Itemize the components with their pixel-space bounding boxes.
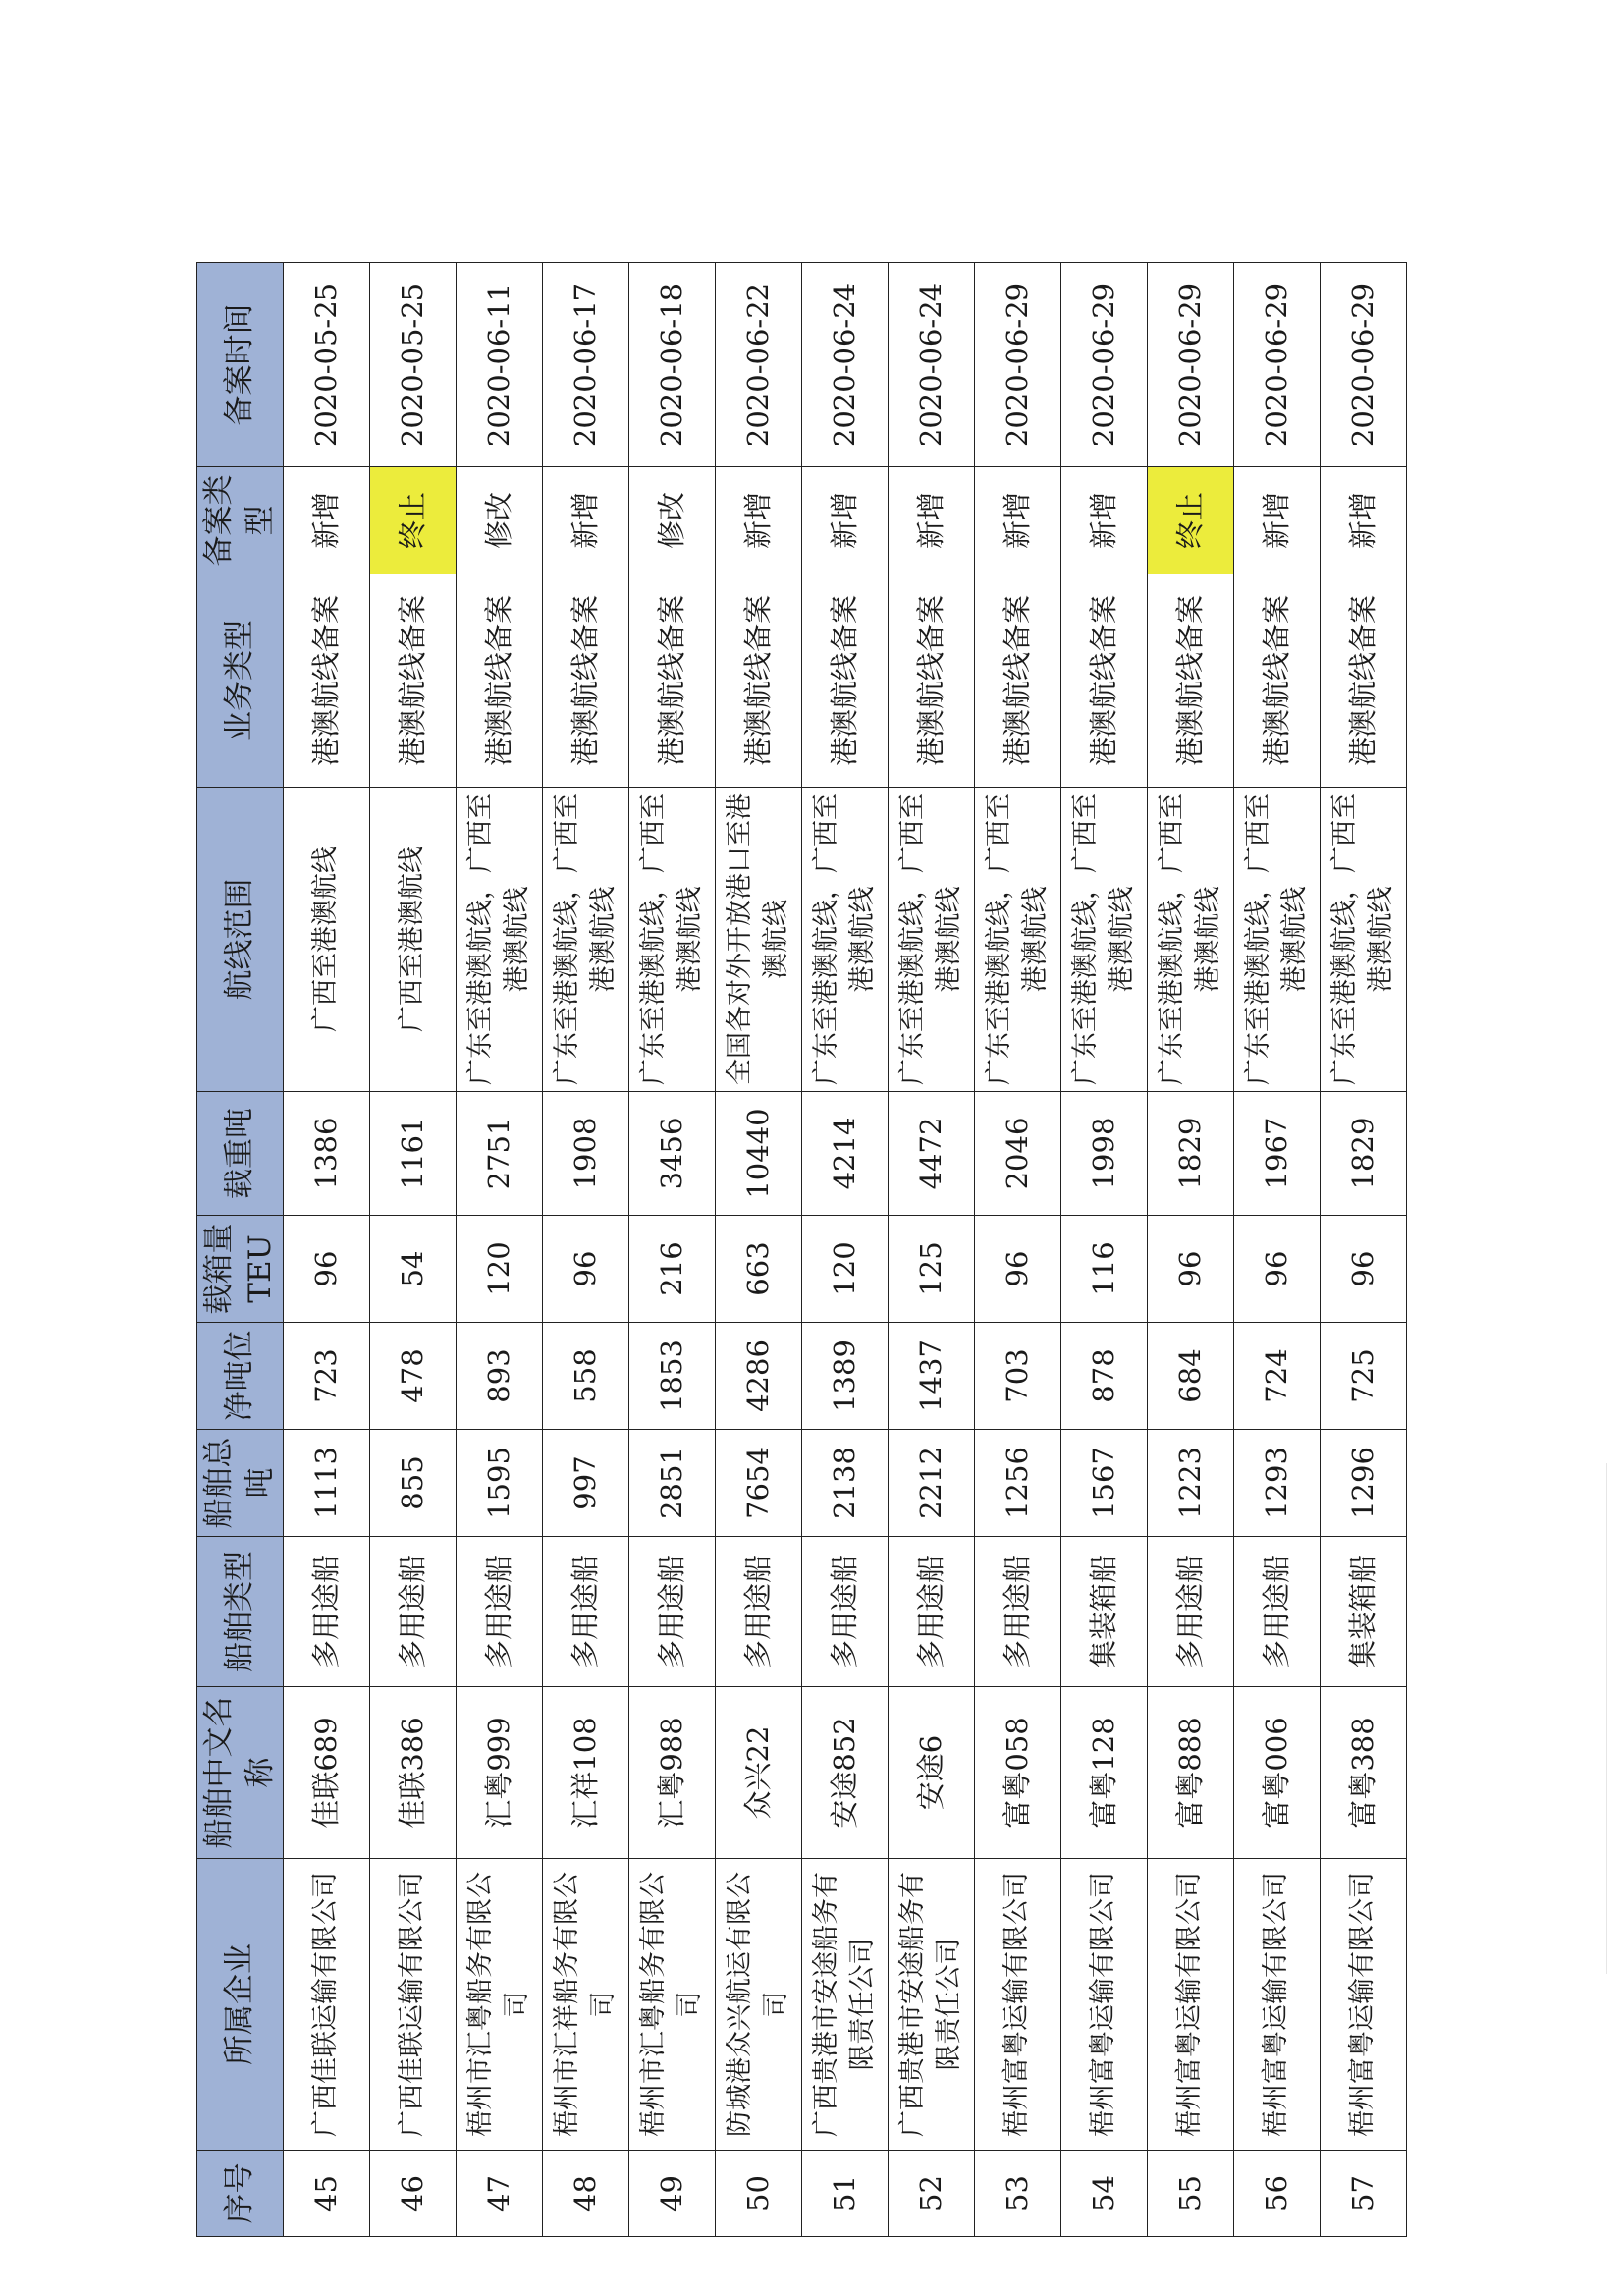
cell-route: 全国各对外开放港口至港澳航线 <box>716 788 802 1092</box>
cell-gross-tonnage: 997 <box>543 1430 629 1537</box>
cell-gross-tonnage: 2212 <box>889 1430 975 1537</box>
cell-net-tonnage: 4286 <box>716 1323 802 1430</box>
cell-seq: 51 <box>802 2151 889 2237</box>
cell-route: 广东至港澳航线，广西至港澳航线 <box>629 788 716 1092</box>
cell-gross-tonnage: 2851 <box>629 1430 716 1537</box>
cell-filing-date: 2020-06-11 <box>457 263 543 467</box>
cell-filing-date: 2020-06-29 <box>1234 263 1321 467</box>
cell-route: 广东至港澳航线，广西至港澳航线 <box>802 788 889 1092</box>
cell-seq: 48 <box>543 2151 629 2237</box>
cell-seq: 54 <box>1061 2151 1148 2237</box>
cell-teu: 663 <box>716 1216 802 1323</box>
cell-dwt: 4472 <box>889 1092 975 1216</box>
cell-filing-date: 2020-06-24 <box>802 263 889 467</box>
cell-seq: 47 <box>457 2151 543 2237</box>
col-header-net-tonnage: 净吨位 <box>197 1323 284 1430</box>
table-row <box>1148 263 1234 2237</box>
cell-net-tonnage: 684 <box>1148 1323 1234 1430</box>
cell-dwt: 2046 <box>975 1092 1061 1216</box>
table-row <box>629 263 716 2237</box>
cell-company: 梧州富粤运输有限公司 <box>1234 1859 1321 2151</box>
cell-ship-name: 富粤128 <box>1061 1687 1148 1859</box>
cell-business-type: 港澳航线备案 <box>889 574 975 788</box>
col-header-company: 所属企业 <box>197 1859 284 2151</box>
cell-filing-date: 2020-06-17 <box>543 263 629 467</box>
cell-business-type: 港澳航线备案 <box>975 574 1061 788</box>
cell-business-type: 港澳航线备案 <box>370 574 457 788</box>
cell-seq: 45 <box>284 2151 370 2237</box>
cell-seq: 53 <box>975 2151 1061 2237</box>
cell-filing-type: 修改 <box>457 467 543 574</box>
cell-filing-date: 2020-06-29 <box>975 263 1061 467</box>
table-row <box>370 263 457 2237</box>
col-header-ship-type: 船舶类型 <box>197 1537 284 1687</box>
cell-ship-name: 安途6 <box>889 1687 975 1859</box>
cell-teu: 120 <box>802 1216 889 1323</box>
cell-ship-name: 佳联386 <box>370 1687 457 1859</box>
cell-company: 梧州富粤运输有限公司 <box>1321 1859 1407 2151</box>
cell-filing-date: 2020-06-29 <box>1321 263 1407 467</box>
cell-dwt: 1386 <box>284 1092 370 1216</box>
cell-gross-tonnage: 7654 <box>716 1430 802 1537</box>
cell-business-type: 港澳航线备案 <box>1148 574 1234 788</box>
col-header-filing-date: 备案时间 <box>197 263 284 467</box>
cell-route: 广东至港澳航线，广西至港澳航线 <box>543 788 629 1092</box>
cell-ship-type: 多用途船 <box>543 1537 629 1687</box>
cell-company: 广西贵港市安途船务有限责任公司 <box>889 1859 975 2151</box>
cell-company: 梧州富粤运输有限公司 <box>975 1859 1061 2151</box>
cell-filing-type: 修改 <box>629 467 716 574</box>
cell-dwt: 1967 <box>1234 1092 1321 1216</box>
cell-filing-type: 新增 <box>1234 467 1321 574</box>
cell-gross-tonnage: 1296 <box>1321 1430 1407 1537</box>
cell-filing-type: 终止 <box>370 467 457 574</box>
table-row <box>1321 263 1407 2237</box>
cell-route: 广东至港澳航线，广西至港澳航线 <box>457 788 543 1092</box>
cell-ship-type: 多用途船 <box>370 1537 457 1687</box>
cell-teu: 96 <box>543 1216 629 1323</box>
cell-ship-type: 多用途船 <box>457 1537 543 1687</box>
cell-ship-type: 集装箱船 <box>1321 1537 1407 1687</box>
cell-teu: 96 <box>284 1216 370 1323</box>
cell-ship-type: 集装箱船 <box>1061 1537 1148 1687</box>
cell-route: 广东至港澳航线，广西至港澳航线 <box>975 788 1061 1092</box>
cell-net-tonnage: 1389 <box>802 1323 889 1430</box>
cell-filing-type: 新增 <box>1321 467 1407 574</box>
cell-company: 梧州富粤运输有限公司 <box>1148 1859 1234 2151</box>
cell-company: 梧州市汇祥船务有限公司 <box>543 1859 629 2151</box>
table-row <box>457 263 543 2237</box>
cell-filing-date: 2020-06-22 <box>716 263 802 467</box>
cell-filing-date: 2020-06-18 <box>629 263 716 467</box>
cell-net-tonnage: 703 <box>975 1323 1061 1430</box>
cell-teu: 54 <box>370 1216 457 1323</box>
cell-seq: 56 <box>1234 2151 1321 2237</box>
cell-ship-name: 富粤058 <box>975 1687 1061 1859</box>
cell-business-type: 港澳航线备案 <box>802 574 889 788</box>
cell-net-tonnage: 723 <box>284 1323 370 1430</box>
cell-business-type: 港澳航线备案 <box>1234 574 1321 788</box>
cell-net-tonnage: 558 <box>543 1323 629 1430</box>
cell-ship-name: 安途852 <box>802 1687 889 1859</box>
cell-ship-type: 多用途船 <box>284 1537 370 1687</box>
cell-net-tonnage: 878 <box>1061 1323 1148 1430</box>
cell-seq: 50 <box>716 2151 802 2237</box>
cell-business-type: 港澳航线备案 <box>284 574 370 788</box>
cell-ship-type: 多用途船 <box>889 1537 975 1687</box>
col-header-business-type: 业务类型 <box>197 574 284 788</box>
cell-ship-type: 多用途船 <box>802 1537 889 1687</box>
cell-dwt: 1161 <box>370 1092 457 1216</box>
rotated-table-container <box>196 263 1406 2237</box>
cell-company: 梧州市汇粤船务有限公司 <box>629 1859 716 2151</box>
cell-teu: 96 <box>975 1216 1061 1323</box>
cell-route: 广西至港澳航线 <box>370 788 457 1092</box>
table-row <box>1061 263 1148 2237</box>
cell-route: 广东至港澳航线，广西至港澳航线 <box>1321 788 1407 1092</box>
col-header-ship-name: 船舶中文名称 <box>197 1687 284 1859</box>
cell-route: 广东至港澳航线，广西至港澳航线 <box>1061 788 1148 1092</box>
cell-business-type: 港澳航线备案 <box>543 574 629 788</box>
table-row <box>284 263 370 2237</box>
cell-company: 防城港众兴航运有限公司 <box>716 1859 802 2151</box>
cell-ship-name: 汇祥108 <box>543 1687 629 1859</box>
col-header-filing-type: 备案类型 <box>197 467 284 574</box>
cell-dwt: 10440 <box>716 1092 802 1216</box>
cell-business-type: 港澳航线备案 <box>716 574 802 788</box>
cell-teu: 216 <box>629 1216 716 1323</box>
cell-business-type: 港澳航线备案 <box>457 574 543 788</box>
cell-filing-date: 2020-05-25 <box>370 263 457 467</box>
cell-filing-type: 新增 <box>975 467 1061 574</box>
cell-gross-tonnage: 1256 <box>975 1430 1061 1537</box>
cell-seq: 55 <box>1148 2151 1234 2237</box>
table-row <box>1234 263 1321 2237</box>
cell-ship-name: 佳联689 <box>284 1687 370 1859</box>
cell-ship-type: 多用途船 <box>1148 1537 1234 1687</box>
cell-dwt: 4214 <box>802 1092 889 1216</box>
cell-seq: 46 <box>370 2151 457 2237</box>
cell-net-tonnage: 1437 <box>889 1323 975 1430</box>
cell-net-tonnage: 1853 <box>629 1323 716 1430</box>
cell-dwt: 2751 <box>457 1092 543 1216</box>
cell-teu: 120 <box>457 1216 543 1323</box>
cell-filing-type: 新增 <box>889 467 975 574</box>
cell-gross-tonnage: 1113 <box>284 1430 370 1537</box>
cell-ship-name: 汇粤999 <box>457 1687 543 1859</box>
cell-ship-name: 富粤388 <box>1321 1687 1407 1859</box>
col-header-route: 航线范围 <box>197 788 284 1092</box>
cell-company: 广西贵港市安途船务有限责任公司 <box>802 1859 889 2151</box>
col-header-gross-tonnage: 船舶总吨 <box>197 1430 284 1537</box>
cell-net-tonnage: 478 <box>370 1323 457 1430</box>
cell-filing-type: 新增 <box>716 467 802 574</box>
cell-filing-date: 2020-05-25 <box>284 263 370 467</box>
cell-gross-tonnage: 1293 <box>1234 1430 1321 1537</box>
scan-artifact-line <box>1606 1463 1607 1974</box>
table-row <box>543 263 629 2237</box>
table-row <box>889 263 975 2237</box>
cell-filing-type: 新增 <box>1061 467 1148 574</box>
cell-business-type: 港澳航线备案 <box>1321 574 1407 788</box>
cell-dwt: 3456 <box>629 1092 716 1216</box>
cell-gross-tonnage: 2138 <box>802 1430 889 1537</box>
cell-gross-tonnage: 1223 <box>1148 1430 1234 1537</box>
cell-net-tonnage: 724 <box>1234 1323 1321 1430</box>
table-row <box>975 263 1061 2237</box>
cell-route: 广东至港澳航线，广西至港澳航线 <box>1234 788 1321 1092</box>
cell-gross-tonnage: 1567 <box>1061 1430 1148 1537</box>
cell-filing-type: 新增 <box>284 467 370 574</box>
cell-ship-name: 富粤888 <box>1148 1687 1234 1859</box>
cell-ship-name: 众兴22 <box>716 1687 802 1859</box>
cell-company: 广西佳联运输有限公司 <box>284 1859 370 2151</box>
cell-dwt: 1998 <box>1061 1092 1148 1216</box>
cell-route: 广东至港澳航线，广西至港澳航线 <box>1148 788 1234 1092</box>
table-row <box>716 263 802 2237</box>
header-row <box>197 263 284 2237</box>
cell-company: 梧州富粤运输有限公司 <box>1061 1859 1148 2151</box>
col-header-dwt: 载重吨 <box>197 1092 284 1216</box>
cell-teu: 116 <box>1061 1216 1148 1323</box>
cell-gross-tonnage: 1595 <box>457 1430 543 1537</box>
cell-teu: 96 <box>1321 1216 1407 1323</box>
col-header-seq: 序号 <box>197 2151 284 2237</box>
cell-filing-type: 终止 <box>1148 467 1234 574</box>
cell-seq: 57 <box>1321 2151 1407 2237</box>
cell-teu: 96 <box>1148 1216 1234 1323</box>
cell-ship-name: 富粤006 <box>1234 1687 1321 1859</box>
cell-route: 广西至港澳航线 <box>284 788 370 1092</box>
table-row <box>802 263 889 2237</box>
col-header-teu: 载箱量TEU <box>197 1216 284 1323</box>
cell-filing-type: 新增 <box>543 467 629 574</box>
cell-filing-date: 2020-06-29 <box>1061 263 1148 467</box>
cell-seq: 52 <box>889 2151 975 2237</box>
cell-ship-type: 多用途船 <box>716 1537 802 1687</box>
cell-seq: 49 <box>629 2151 716 2237</box>
cell-dwt: 1829 <box>1148 1092 1234 1216</box>
cell-dwt: 1829 <box>1321 1092 1407 1216</box>
cell-ship-name: 汇粤988 <box>629 1687 716 1859</box>
filing-table <box>196 262 1407 2237</box>
cell-ship-type: 多用途船 <box>975 1537 1061 1687</box>
cell-business-type: 港澳航线备案 <box>1061 574 1148 788</box>
cell-filing-date: 2020-06-29 <box>1148 263 1234 467</box>
cell-gross-tonnage: 855 <box>370 1430 457 1537</box>
cell-filing-date: 2020-06-24 <box>889 263 975 467</box>
cell-ship-type: 多用途船 <box>1234 1537 1321 1687</box>
cell-dwt: 1908 <box>543 1092 629 1216</box>
cell-teu: 125 <box>889 1216 975 1323</box>
cell-company: 广西佳联运输有限公司 <box>370 1859 457 2151</box>
cell-net-tonnage: 725 <box>1321 1323 1407 1430</box>
cell-route: 广东至港澳航线，广西至港澳航线 <box>889 788 975 1092</box>
cell-teu: 96 <box>1234 1216 1321 1323</box>
cell-company: 梧州市汇粤船务有限公司 <box>457 1859 543 2151</box>
cell-business-type: 港澳航线备案 <box>629 574 716 788</box>
cell-net-tonnage: 893 <box>457 1323 543 1430</box>
cell-ship-type: 多用途船 <box>629 1537 716 1687</box>
cell-filing-type: 新增 <box>802 467 889 574</box>
